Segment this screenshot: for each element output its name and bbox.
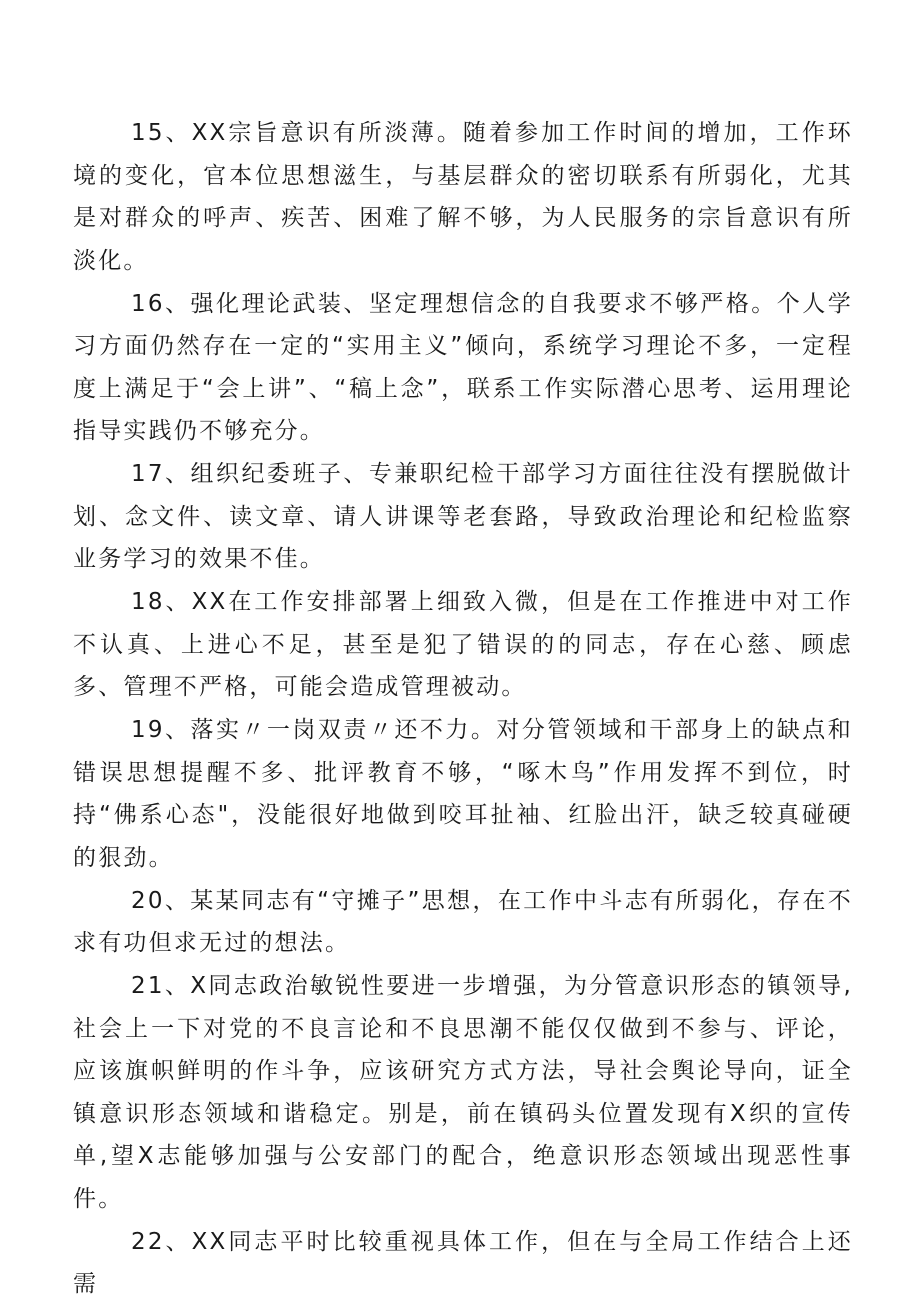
paragraph-16: 16、强化理论武装、坚定理想信念的自我要求不够严格。个人学习方面仍然存在一定的“实用主义”倾向，系统学习理论不多，一定程度上满足于“会上讲”、“稿上念”，联系工作实际潜心思考、运用理论指导实践仍不够充分。 (73, 290, 853, 444)
paragraph-21: 21、X同志政治敏锐性要进一步增强，为分管意识形态的镇领导,社会上一下对党的不良言论和不良思潮不能仅仅做到不参与、评论，应该旗帜鲜明的作斗争，应该研究方式方法，导社会舆论导向，证全镇意识形态领域和谐稳定。别是，前在镇码头位置发现有X织的宣传单,望X志能够加强与公安部门的配合，绝意识形态领域出现恶性事件。 (73, 973, 853, 1212)
paragraph-18: 18、XX在工作安排部署上细致入微，但是在工作推进中对工作不认真、上进心不足，甚至是犯了错误的的同志，存在心慈、顾虑多、管理不严格，可能会造成管理被动。 (73, 589, 853, 700)
paragraph-15: 15、XX宗旨意识有所淡薄。随着参加工作时间的增加，工作环境的变化，官本位思想滋生，与基层群众的密切联系有所弱化，尤其是对群众的呼声、疾苦、困难了解不够，为人民服务的宗旨意识有所淡化。 (73, 120, 853, 274)
paragraph-19: 19、落实〃一岗双责〃还不力。对分管领域和干部身上的缺点和错误思想提醒不多、批评教育不够，“啄木鸟”作用发挥不到位，时持“佛系心态"，没能很好地做到咬耳扯袖、红脸出汗，缺乏较真碰硬的狠劲。 (73, 717, 853, 871)
paragraph-20: 20、某某同志有“守摊子”思想，在工作中斗志有所弱化，存在不求有功但求无过的想法。 (73, 887, 853, 956)
document-body (73, 112, 853, 1306)
paragraph-17: 17、组织纪委班子、专兼职纪检干部学习方面往往没有摆脱做计划、念文件、读文章、请人讲课等老套路，导致政治理论和纪检监察业务学习的效果不佳。 (73, 461, 853, 572)
paragraph-22: 22、XX同志平时比较重视具体工作，但在与全局工作结合上还需 (73, 1228, 853, 1297)
